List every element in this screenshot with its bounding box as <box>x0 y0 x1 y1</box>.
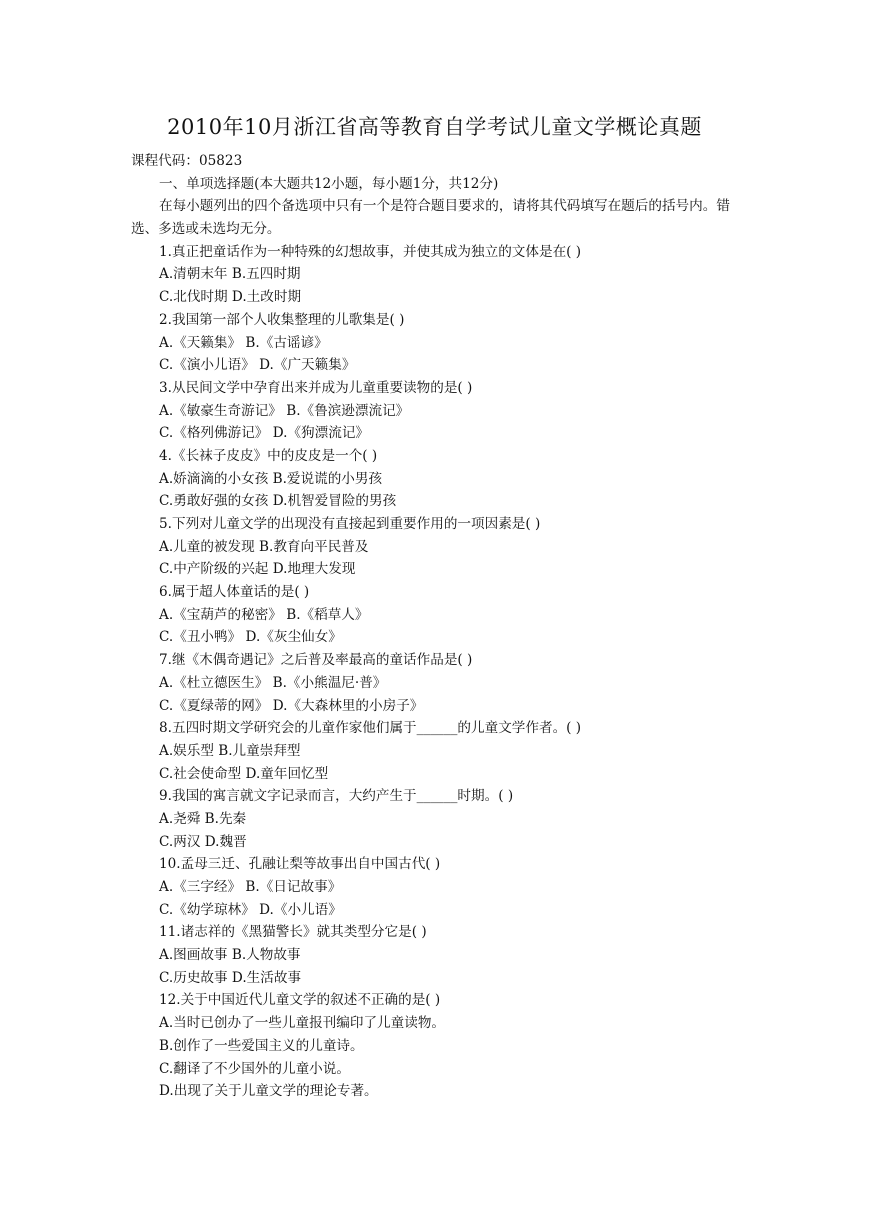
question-stem: 2.我国第一部个人收集整理的儿歌集是( ) <box>159 311 405 328</box>
section-heading: 一、单项选择题(本大题共12小题，每小题1分，共12分) <box>159 175 499 192</box>
question-stem: 1.真正把童话作为一种特殊的幻想故事，并使其成为独立的文体是在( ) <box>159 243 582 260</box>
question-option: A.《敏豪生奇游记》 B.《鲁滨逊漂流记》 <box>159 402 410 419</box>
instructions: 在每小题列出的四个备选项中只有一个是符合题目要求的，请将其代码填写在题后的括号内。错选、多选或未选均无分。 <box>131 198 730 238</box>
question-stem: 8.五四时期文学研究会的儿童作家他们属于______的儿童文学作者。( ) <box>159 720 582 737</box>
question-item <box>131 785 743 853</box>
question-option: C.北伐时期 D.土改时期 <box>159 289 302 306</box>
question-option: B.创作了一些爱国主义的儿童诗。 <box>159 1037 364 1054</box>
page-title: 2010年10月浙江省高等教育自学考试儿童文学概论真题 <box>167 115 702 139</box>
question-item <box>131 853 743 921</box>
question-option: C.《丑小鸭》 D.《灰尘仙女》 <box>159 629 342 646</box>
question-option: A.当时已创办了一些儿童报刊编印了儿童读物。 <box>159 1015 446 1032</box>
question-option: A.《天籁集》 B.《古谣谚》 <box>159 334 328 351</box>
question-item <box>131 989 743 1102</box>
question-option: C.两汉 D.魏晋 <box>159 833 247 850</box>
question-option: C.社会使命型 D.童年回忆型 <box>159 765 329 782</box>
question-option: C.勇敢好强的女孩 D.机智爱冒险的男孩 <box>159 493 397 510</box>
question-stem: 4.《长袜子皮皮》中的皮皮是一个( ) <box>159 447 378 464</box>
question-stem: 10.孟母三迁、孔融让梨等故事出自中国古代( ) <box>159 856 441 873</box>
question-item <box>131 581 743 649</box>
question-option: C.《夏绿蒂的网》 D.《大森林里的小房子》 <box>159 697 424 714</box>
question-stem: 12.关于中国近代儿童文学的叙述不正确的是( ) <box>159 992 441 1009</box>
question-stem: 9.我国的寓言就文字记录而言，大约产生于______时期。( ) <box>159 788 514 805</box>
question-option: A.《宝葫芦的秘密》 B.《稻草人》 <box>159 606 369 623</box>
question-option: A.清朝末年 B.五四时期 <box>159 266 301 283</box>
question-item <box>131 241 743 309</box>
question-option: A.娇滴滴的小女孩 B.爱说谎的小男孩 <box>159 470 383 487</box>
question-option: A.尧舜 B.先秦 <box>159 810 247 827</box>
question-option: C.《格列佛游记》 D.《狗漂流记》 <box>159 425 370 442</box>
question-item <box>131 309 743 377</box>
question-stem: 6.属于超人体童话的是( ) <box>159 584 310 601</box>
question-option: A.《三字经》 B.《日记故事》 <box>159 879 342 896</box>
question-stem: 7.继《木偶奇遇记》之后普及率最高的童话作品是( ) <box>159 652 473 669</box>
question-option: C.中产阶级的兴起 D.地理大发现 <box>159 561 356 578</box>
question-list <box>131 241 743 1103</box>
question-option: A.《杜立德医生》 B.《小熊温尼·普》 <box>159 674 387 691</box>
question-option: C.《演小儿语》 D.《广天籁集》 <box>159 357 356 374</box>
question-stem: 11.诸志祥的《黑猫警长》就其类型分它是( ) <box>159 924 427 941</box>
question-option: A.图画故事 B.人物故事 <box>159 947 301 964</box>
question-stem: 3.从民间文学中孕育出来并成为儿童重要读物的是( ) <box>159 379 473 396</box>
question-option: C.《幼学琼林》 D.《小儿语》 <box>159 901 342 918</box>
question-option: C.历史故事 D.生活故事 <box>159 969 302 986</box>
document-body <box>131 150 743 1103</box>
question-option: C.翻译了不少国外的儿童小说。 <box>159 1060 350 1077</box>
course-code: 课程代码：05823 <box>131 153 243 169</box>
question-item <box>131 377 743 445</box>
question-item <box>131 717 743 785</box>
question-stem: 5.下列对儿童文学的出现没有直接起到重要作用的一项因素是( ) <box>159 516 541 533</box>
question-option: A.儿童的被发现 B.教育向平民普及 <box>159 538 369 555</box>
question-item <box>131 649 743 717</box>
question-item <box>131 921 743 989</box>
question-item <box>131 513 743 581</box>
question-option: A.娱乐型 B.儿童崇拜型 <box>159 742 301 759</box>
question-option: D.出现了关于儿童文学的理论专著。 <box>159 1083 378 1100</box>
question-item <box>131 445 743 513</box>
